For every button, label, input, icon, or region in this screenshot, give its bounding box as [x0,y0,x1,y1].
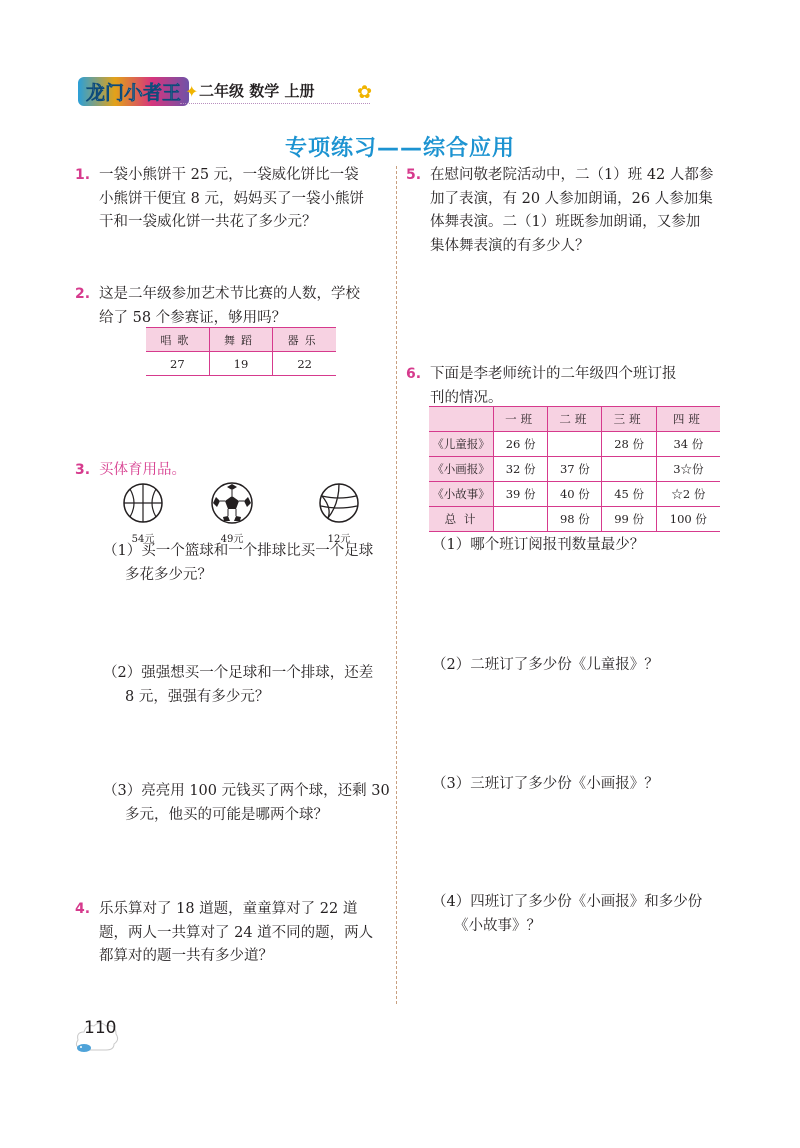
table-cell [494,507,548,532]
subquestion-3-1 [103,539,415,587]
subquestion-3-3 [103,779,415,827]
text-line: （3）亮亮用 100 元钱买了两个球，还剩 30 [103,783,390,799]
question-number: 6. [406,366,422,382]
price-label: 49元 [220,534,244,545]
text-line: 8 元，强强有多少元？ [125,689,270,705]
text-line: 加了表演，有 20 人参加朗诵，26 人参加集 [430,190,713,207]
subquestion-6-2: （2）二班订了多少份《儿童报》？ [432,657,659,673]
subquestion-3-2 [103,661,415,709]
text-line: 多花多少元？ [125,567,212,583]
page-number: 110 [84,1018,117,1038]
question-4 [75,898,389,969]
basketball-icon [122,482,164,524]
star-icon: ✿ [357,82,373,103]
table-cell: 32 份 [494,457,548,482]
text-line: 干和一袋威化饼一共花了多少元？ [99,214,317,230]
text-line: 在慰问敬老院活动中，二（1）班 42 人都参 [430,167,714,183]
table-header [429,407,494,432]
brand-logo: 龙门小者王 [78,77,189,106]
table-cell: 100 份 [656,507,720,532]
table-row [429,432,720,457]
text-line: 乐乐算对了 18 道题，童童算对了 22 道 [99,901,358,917]
question-number: 2. [75,286,91,302]
table-cell: 3☆份 [656,457,720,482]
subscription-table [429,406,720,532]
text-line: 体舞表演。二（1）班既参加朗诵，又参加 [430,214,701,230]
row-label: 《小画报》 [429,457,494,482]
football-icon [210,481,254,525]
table-header: 器乐 [273,328,336,352]
table-row [429,457,720,482]
subquestion-6-3: （3）三班订了多少份《小画报》？ [432,776,659,792]
question-number: 3. [75,462,91,478]
subquestion-6-1: （1）哪个班订阅报刊数量最少？ [432,537,645,553]
question-number: 1. [75,167,91,183]
table-cell: 40 份 [548,482,602,507]
table-row [429,482,720,507]
table-cell: 45 份 [602,482,656,507]
text-line: 《小故事》？ [454,918,541,934]
table-cell: 37 份 [548,457,602,482]
price-label: 12元 [327,534,351,545]
table-cell [602,457,656,482]
table-cell: 22 [273,352,336,376]
text-line: （1）买一个篮球和一个排球比买一个足球 [103,543,374,559]
text-line: 这是二年级参加艺术节比赛的人数，学校 [99,286,360,302]
table-cell: 26 份 [494,432,548,457]
page-title: 专项练习——综合应用 [284,136,515,161]
row-label: 《小故事》 [429,482,494,507]
table-cell [548,432,602,457]
text-line: （2）强强想买一个足球和一个排球，还差 [103,665,374,681]
table-cell: 99 份 [602,507,656,532]
text-line: 下面是李老师统计的二年级四个班订报 [430,366,677,382]
text-line: 给了 58 个参赛证，够用吗？ [99,309,287,326]
text-line: 集体舞表演的有多少人？ [430,237,590,254]
book-subtitle: 二年级 数学 上册 [199,81,315,100]
table-cell: 27 [170,356,185,371]
table-header: 四班 [656,407,720,432]
table-cell: ☆2 份 [656,482,720,507]
table-cell: 98 份 [548,507,602,532]
table-header: 一班 [494,407,548,432]
text-line: 小熊饼干便宜 8 元，妈妈买了一袋小熊饼 [99,190,364,207]
table-header: 舞蹈 [209,328,273,352]
question-3 [75,459,389,483]
price-label: 54元 [131,534,155,545]
question-heading: 买体育用品。 [99,462,186,478]
text-line: 都算对的题一共有多少道？ [99,948,273,964]
table-cell: 28 份 [602,432,656,457]
question-1 [75,164,389,235]
row-label: 总 计 [429,507,494,532]
table-header: 唱歌 [146,328,209,352]
text-line: 多元，他买的可能是哪两个球？ [125,807,328,823]
table-cell: 39 份 [494,482,548,507]
table-header: 二班 [548,407,602,432]
text-line: 一袋小熊饼干 25 元，一袋威化饼比一袋 [99,167,359,183]
table-header: 三班 [602,407,656,432]
star-icon: ✦ [185,82,199,101]
table-row [429,507,720,532]
question-5 [406,164,725,258]
subquestion-6-4 [432,890,749,938]
question-number: 5. [406,167,422,183]
table-cell: 19 [209,352,273,376]
volleyball-icon [318,482,360,524]
header-rule [180,103,370,104]
table-cell: 34 份 [656,432,720,457]
text-line: （4）四班订了多少份《小画报》和多少份 [432,894,703,910]
row-label: 《儿童报》 [429,432,494,457]
text-line: 题，两人一共算对了 24 道不同的题，两人 [99,924,374,941]
question-number: 4. [75,901,91,917]
question-2 [75,283,389,330]
question-6 [406,363,725,410]
text-line: 刊的情况。 [430,389,503,406]
contest-table [146,327,336,376]
